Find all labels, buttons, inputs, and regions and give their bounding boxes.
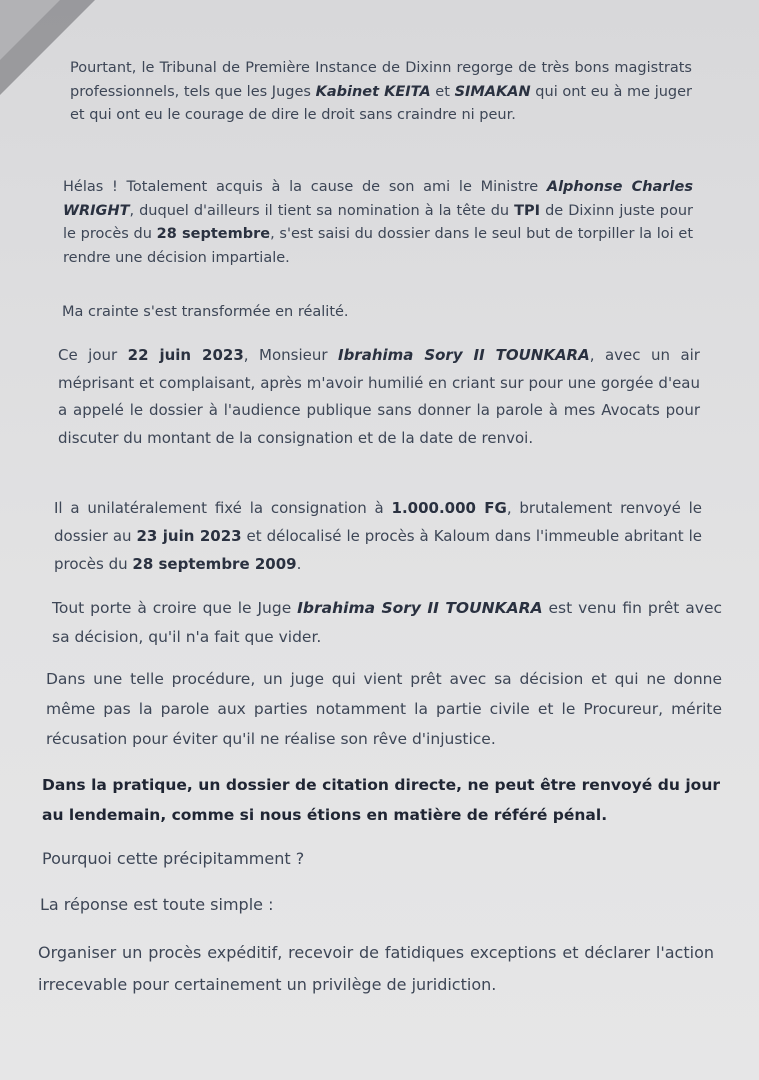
emphasized-text: Ibrahima Sory II TOUNKARA bbox=[337, 346, 590, 364]
text-run: et délocalisé le procès à Kaloum dans l'immeuble abritant le procès du bbox=[54, 527, 702, 573]
emphasized-text: Ibrahima Sory II TOUNKARA bbox=[297, 599, 543, 617]
emphasized-text: 1.000.000 FG bbox=[391, 499, 507, 517]
text-run: Ma crainte s'est transformée en réalité. bbox=[62, 304, 349, 320]
emphasized-text: 22 juin 2023 bbox=[127, 346, 244, 364]
text-run: . bbox=[296, 555, 302, 573]
paragraph-6 bbox=[52, 594, 722, 667]
paragraph-text bbox=[62, 300, 692, 324]
paragraph-11 bbox=[38, 937, 714, 1016]
text-run: Organiser un procès expéditif, recevoir de fatidiques exceptions et déclarer l'action irrecevable pour certainement un privilège de juridiction. bbox=[38, 943, 714, 994]
text-run: La réponse est toute simple : bbox=[40, 895, 274, 914]
paragraph-text bbox=[52, 594, 722, 652]
text-run: Tout porte à croire que le Juge bbox=[52, 599, 298, 617]
paragraph-10 bbox=[40, 890, 700, 935]
emphasized-text: 28 septembre 2009 bbox=[132, 555, 297, 573]
emphasized-text: Alphonse Charles WRIGHT bbox=[63, 179, 693, 219]
paragraph-text bbox=[70, 57, 692, 128]
text-run: , avec un air méprisant et complaisant, après m'avoir humilié en criant sur pour une gorgée d'eau a appelé le dossier à l'audience publique sans donner la parole à mes Avocats pour discuter du montant de la consignation et de la date de renvoi. bbox=[58, 346, 700, 447]
paragraph-text bbox=[42, 844, 702, 874]
paragraph-text bbox=[46, 664, 722, 754]
folded-corner bbox=[0, 0, 60, 60]
paragraph-text bbox=[63, 176, 693, 270]
paragraph-text bbox=[40, 890, 700, 920]
paragraph-4 bbox=[58, 342, 700, 467]
text-run: de Dixinn juste pour le procès du bbox=[63, 202, 693, 242]
text-run: , s'est saisi du dossier dans le seul but de torpiller la loi et rendre une décision impartiale. bbox=[63, 226, 694, 266]
text-run: qui ont eu à me juger et qui ont eu le courage de dire le droit sans craindre ni peur. bbox=[70, 83, 693, 123]
emphasized-text: 28 septembre bbox=[156, 226, 271, 242]
text-run: Hélas ! Totalement acquis à la cause de son ami le Ministre bbox=[63, 179, 547, 195]
text-run: Pourquoi cette précipitamment ? bbox=[42, 849, 305, 868]
text-run: est venu fin prêt avec sa décision, qu'il n'a fait que vider. bbox=[52, 599, 722, 646]
paragraph-5 bbox=[54, 494, 702, 593]
paragraph-text bbox=[38, 937, 714, 1001]
emphasized-text: 23 juin 2023 bbox=[136, 527, 242, 545]
text-run: Dans la pratique, un dossier de citation directe, ne peut être renvoyé du jour au lendemain, comme si nous étions en matière de référé pénal. bbox=[42, 776, 720, 824]
text-run: et bbox=[430, 83, 455, 100]
paragraph-9 bbox=[42, 844, 702, 889]
paragraph-7 bbox=[46, 664, 722, 769]
paragraph-8 bbox=[42, 770, 720, 845]
text-run: Dans une telle procédure, un juge qui vient prêt avec sa décision et qui ne donne même pas la parole aux parties notamment la partie civile et le Procureur, mérite récusation pour éviter qu'il ne réalise son rêve d'injustice. bbox=[46, 670, 722, 748]
paragraph-1 bbox=[70, 57, 692, 143]
emphasized-text: SIMAKAN bbox=[454, 83, 531, 100]
emphasized-text: Kabinet KEITA bbox=[315, 83, 431, 100]
text-run: Il a unilatéralement fixé la consignation à bbox=[54, 499, 392, 517]
paragraph-3 bbox=[62, 300, 692, 339]
text-run: Ce jour bbox=[58, 346, 128, 364]
text-run: Pourtant, le Tribunal de Première Instance de Dixinn regorge de très bons magistrats professionnels, tels que les Juges bbox=[70, 60, 692, 100]
text-run: , Monsieur bbox=[243, 346, 338, 364]
paragraph-2 bbox=[63, 176, 693, 285]
paragraph-text bbox=[42, 770, 720, 830]
emphasized-text: TPI bbox=[514, 202, 541, 219]
paragraph-text bbox=[54, 494, 702, 578]
paragraph-text bbox=[58, 342, 700, 452]
text-run: , brutalement renvoyé le dossier au bbox=[54, 499, 702, 545]
text-run: , duquel d'ailleurs il tient sa nomination à la tête du bbox=[129, 202, 515, 219]
